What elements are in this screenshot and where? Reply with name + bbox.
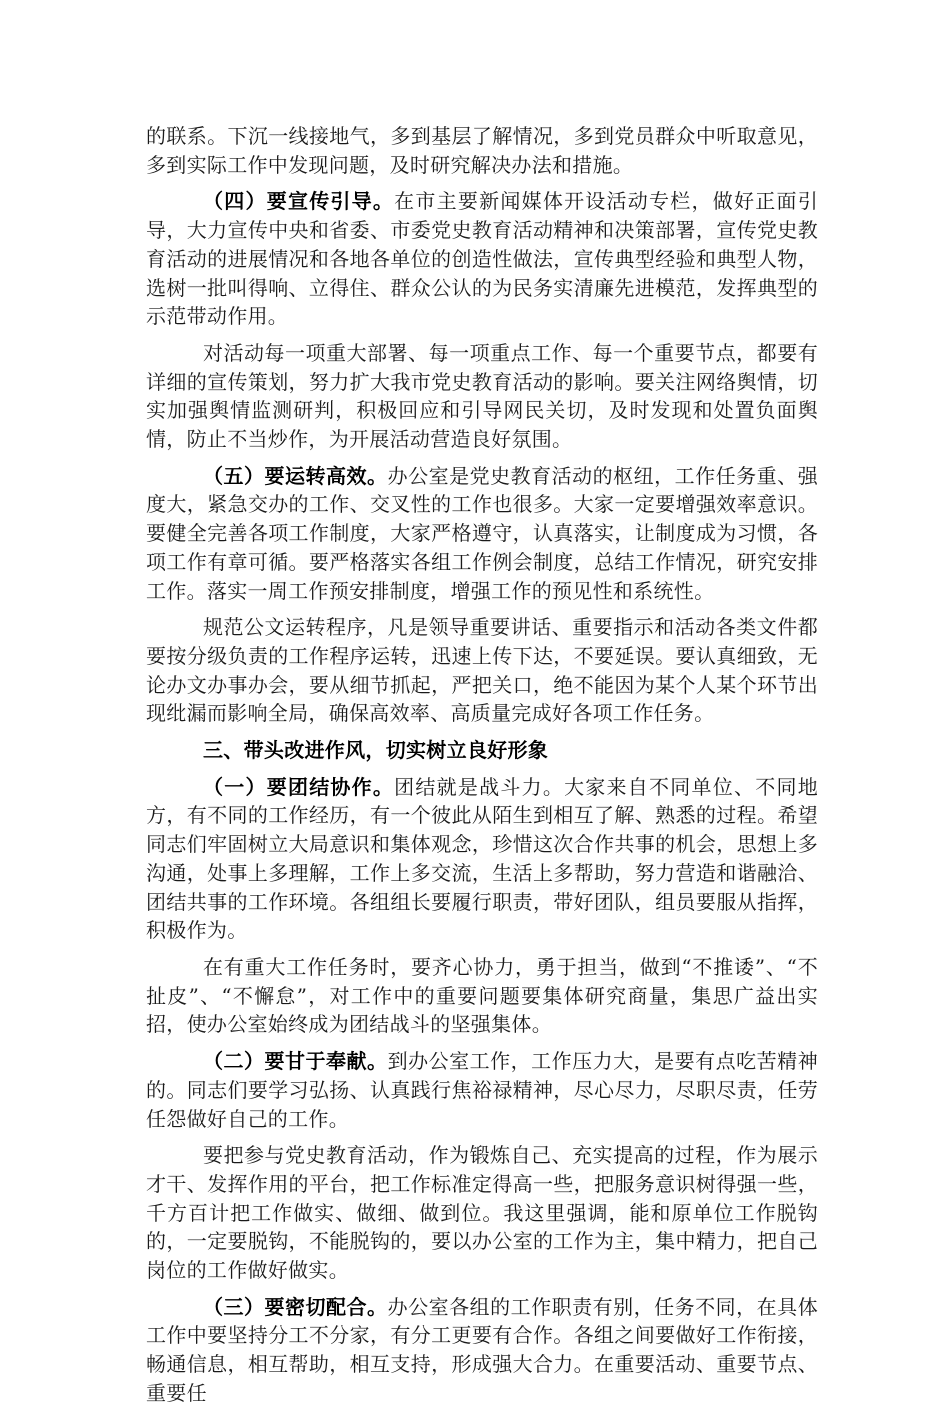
paragraph-text: 规范公文运转程序，凡是领导重要讲话、重要指示和活动各类文件都要按分级负责的工作程序运转，迅速上传下达，不要延误。要认真细致，无论办文办事办会，要从细节抓起，严把关口，绝不能因为某个人某个环节出现纰漏而影响全局，确保高效率、高质量完成好各项工作任务。 [146, 615, 818, 726]
paragraph-participation [146, 1141, 818, 1285]
paragraph-text: 团结就是战斗力。大家来自不同单位、不同地方，有不同的工作经历，有一个彼此从陌生到相互了解、熟悉的过程。希望同志们牢固树立大局意识和集体观念，珍惜这次合作共事的机会，思想上多沟通，处事上多理解，工作上多交流，生活上多帮助，努力营造和谐融洽、团结共事的工作环境。各组组长要履行职责，带好团队，组员要服从指挥，积极作为。 [146, 774, 819, 943]
paragraph-efficiency [146, 462, 818, 606]
paragraph-lead: （一）要团结协作。 [203, 774, 395, 799]
paragraph-publicity [146, 187, 818, 331]
paragraph-lead: （三）要密切配合。 [203, 1294, 388, 1319]
paragraph-cooperation [146, 1293, 818, 1408]
paragraph-text: 要把参与党史教育活动，作为锻炼自己、充实提高的过程，作为展示才干、发挥作用的平台，把工作标准定得高一些，把服务意识树得强一些，千方百计把工作做实、做细、做到位。我这里强调，能和原单位工作脱钩的，一定要脱钩，不能脱钩的，要以办公室的工作为主，集中精力，把自己岗位的工作做好做实。 [146, 1143, 818, 1283]
paragraph-document-process [146, 613, 818, 728]
paragraph-dedication [146, 1047, 818, 1133]
paragraph-unity [146, 773, 818, 945]
paragraph-text: 的联系。下沉一线接地气，多到基层了解情况，多到党员群众中听取意见，多到实际工作中发现问题，及时研究解决办法和措施。 [146, 124, 818, 177]
paragraph-text: 办公室各组的工作职责有别，任务不同，在具体工作中要坚持分工不分家，有分工更要有合作。各组之间要做好工作衔接，畅通信息，相互帮助，相互支持，形成强大合力。在重要活动、重要节点、重要任 [146, 1294, 818, 1405]
paragraph-lead: （五）要运转高效。 [203, 463, 388, 488]
paragraph-teamwork [146, 953, 818, 1039]
paragraph-publicity-planning [146, 339, 818, 454]
paragraph-continuation [146, 122, 818, 179]
paragraph-text: 在有重大工作任务时，要齐心协力，勇于担当，做到“不推诿”、“不扯皮”、“不懈怠”，对工作中的重要问题要集体研究商量，集思广益出实招，使办公室始终成为团结战斗的坚强集体。 [146, 954, 818, 1037]
paragraph-text: 办公室是党史教育活动的枢纽，工作任务重、强度大，紧急交办的工作、交叉性的工作也很多。大家一定要增强效率意识。要健全完善各项工作制度，大家严格遵守，认真落实，让制度成为习惯，各项工作有章可循。要严格落实各组工作例会制度，总结工作情况，研究安排工作。落实一周工作预安排制度，增强工作的预见性和系统性。 [146, 463, 818, 603]
section-heading: 三、带头改进作风，切实树立良好形象 [203, 738, 549, 763]
paragraph-text: 在市主要新闻媒体开设活动专栏，做好正面引导，大力宣传中央和省委、市委党史教育活动精神和决策部署，宣传党史教育活动的进展情况和各地各单位的创造性做法，宣传典型经验和典型人物，选树一批叫得响、立得住、群众公认的为民务实清廉先进模范，发挥典型的示范带动作用。 [146, 189, 819, 329]
document-body [146, 122, 818, 1416]
paragraph-lead: （二）要甘于奉献。 [203, 1049, 388, 1074]
paragraph-lead: （四）要宣传引导。 [203, 189, 395, 214]
paragraph-text: 对活动每一项重大部署、每一项重点工作、每一个重要节点，都要有详细的宣传策划，努力扩大我市党史教育活动的影响。要关注网络舆情，切实加强舆情监测研判，积极回应和引导网民关切，及时发现和处置负面舆情，防止不当炒作，为开展活动营造良好氛围。 [146, 340, 818, 452]
paragraph-text: 到办公室工作，工作压力大，是要有点吃苦精神的。同志们要学习弘扬、认真践行焦裕禄精神，尽心尽力，尽职尽责，任劳任怨做好自己的工作。 [146, 1049, 818, 1131]
